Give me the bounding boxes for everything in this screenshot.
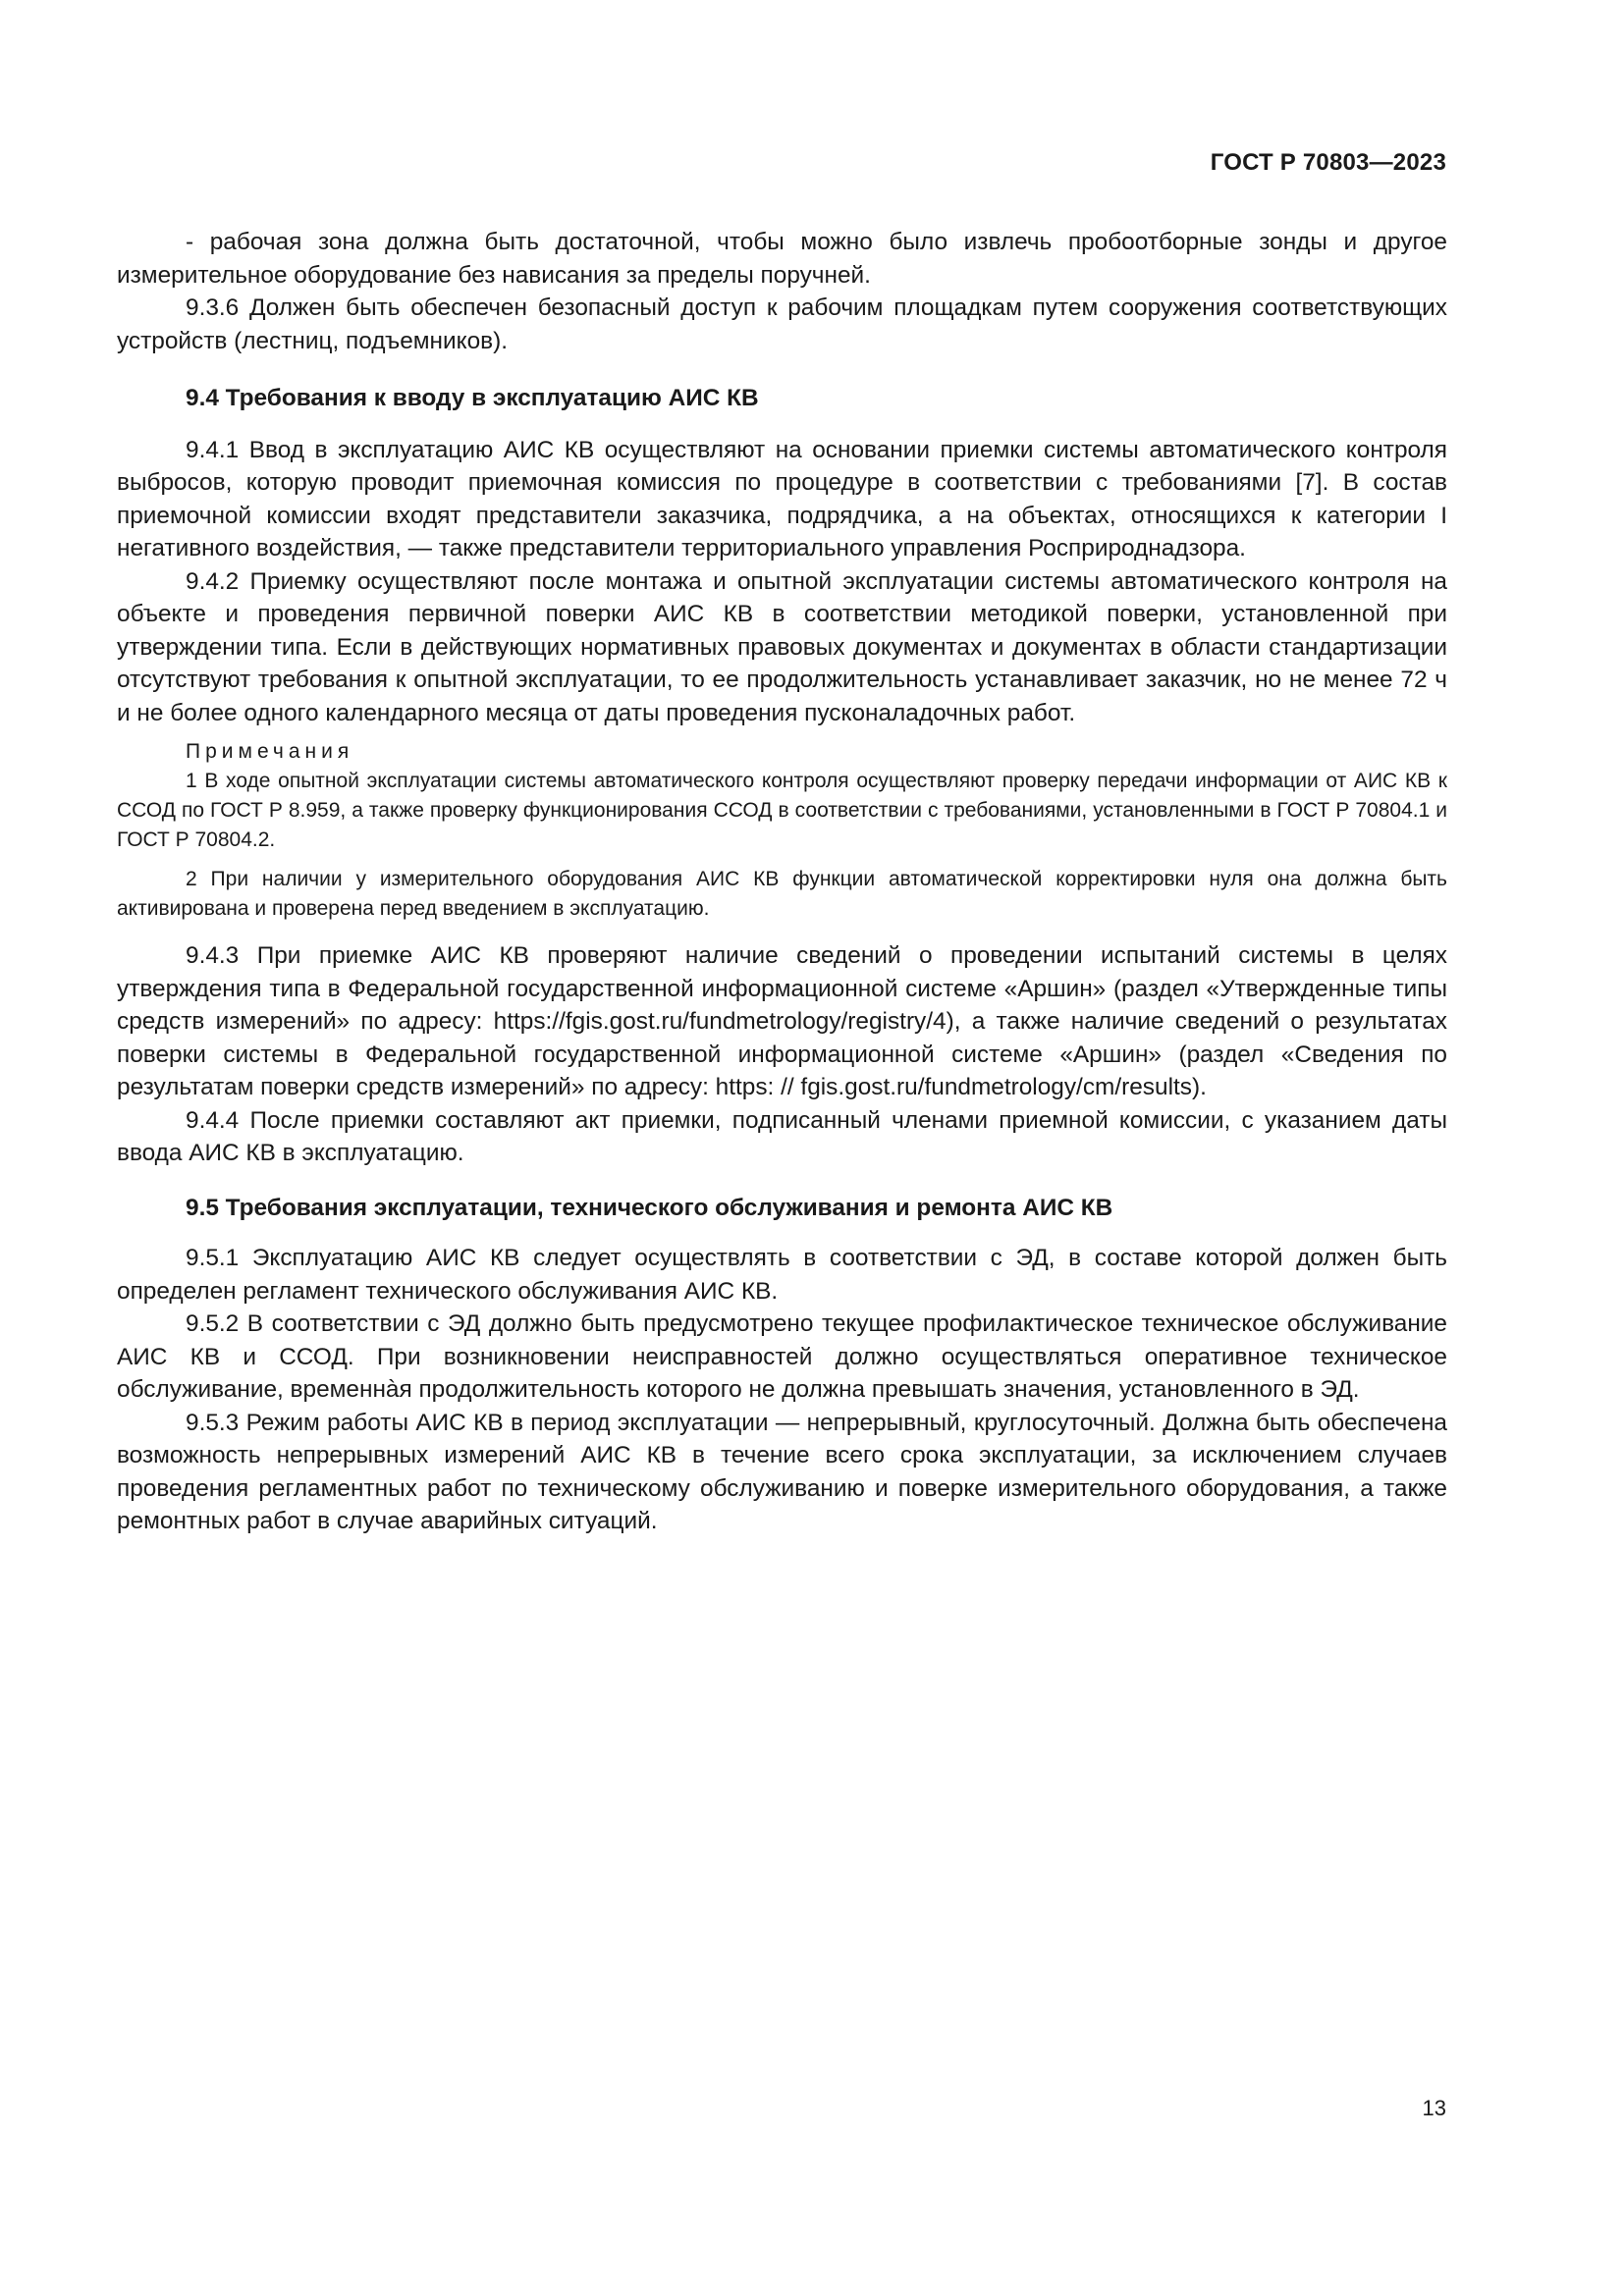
- notes-title: Примечания: [186, 740, 354, 763]
- document-body: [117, 226, 1447, 1538]
- paragraph-9-5-2: 9.5.2 В соответствии с ЭД должно быть предусмотрено текущее профилактическое техническое обслуживание АИС КВ и ССОД. При возникновении неисправностей должно осуществляться оперативное техническое обслуживание, временнàя продолжительность которого не должна превышать значения, установленного в ЭД.: [117, 1310, 1447, 1403]
- section-heading-9-4: 9.4 Требования к вводу в эксплуатацию АИС КВ: [186, 385, 759, 411]
- paragraph-9-4-4: 9.4.4 После приемки составляют акт приемки, подписанный членами приемной комиссии, с указанием даты ввода АИС КВ в эксплуатацию.: [117, 1106, 1447, 1166]
- paragraph-9-5-3: 9.5.3 Режим работы АИС КВ в период эксплуатации — непрерывный, круглосуточный. Должна быть обеспечена возможность непрерывных измерений АИС КВ в течение всего срока эксплуатации, за исключением случаев проведения регламентных работ по техническому обслуживанию и поверке измерительного оборудования, а также ремонтных работ в случае аварийных ситуаций.: [117, 1409, 1447, 1534]
- paragraph-9-4-2: 9.4.2 Приемку осуществляют после монтажа и опытной эксплуатации системы автоматического контроля на объекте и проведения первичной поверки АИС КВ в соответствии методикой поверки, установленной при утверждении типа. Если в действующих нормативных правовых документах и документах в области стандартизации отсутствуют требования к опытной эксплуатации, то ее продолжительность устанавливает заказчик, но не менее 72 ч и не более одного календарного месяца от даты проведения пусконаладочных работ.: [117, 567, 1447, 726]
- standard-designation: ГОСТ Р 70803—2023: [1210, 149, 1446, 176]
- paragraph-9-4-1: 9.4.1 Ввод в эксплуатацию АИС КВ осуществляют на основании приемки системы автоматического контроля выбросов, которую проводит приемочная комиссия по процедуре в соответствии с требованиями [7]. В состав приемочной комиссии входят представители заказчика, подрядчика, а на объектах, относящихся к категории I негативного воздействия, — также представители территориального управления Росприроднадзора.: [117, 436, 1447, 561]
- paragraph-9-3-6: 9.3.6 Должен быть обеспечен безопасный доступ к рабочим площадкам путем сооружения соответствующих устройств (лестниц, подъемников).: [117, 294, 1447, 354]
- page-number: 13: [1422, 2096, 1446, 2120]
- note-2: 2 При наличии у измерительного оборудования АИС КВ функции автоматической корректировки нуля она должна быть активирована и проверена перед введением в эксплуатацию.: [117, 868, 1447, 920]
- paragraph-9-4-3: 9.4.3 При приемке АИС КВ проверяют наличие сведений о проведении испытаний системы в целях утверждения типа в Федеральной государственной информационной системе «Аршин» (раздел «Утвержденные типы средств измерений» по адресу: https://fgis.gost.ru/fundmetrology/registry/4), а также наличие сведений о результатах поверки системы в Федеральной государственной информационной системе «Аршин» (раздел «Сведения по результатам поверки средств измерений» по адресу: https: // fgis.gost.ru/fundmetrology/cm/results).: [117, 942, 1447, 1100]
- section-heading-9-5: 9.5 Требования эксплуатации, технического обслуживания и ремонта АИС КВ: [186, 1194, 1113, 1221]
- paragraph-9-5-1: 9.5.1 Эксплуатацию АИС КВ следует осуществлять в соответствии с ЭД, в составе которой должен быть определен регламент технического обслуживания АИС КВ.: [117, 1245, 1447, 1305]
- paragraph-work-zone: - рабочая зона должна быть достаточной, чтобы можно было извлечь пробоотборные зонды и другое измерительное оборудование без нависания за пределы поручней.: [117, 229, 1447, 289]
- note-1: 1 В ходе опытной эксплуатации системы автоматического контроля осуществляют проверку передачи информации от АИС КВ к ССОД по ГОСТ Р 8.959, а также проверку функционирования ССОД в соответствии с требованиями, установленными в ГОСТ Р 70804.1 и ГОСТ Р 70804.2.: [117, 770, 1447, 851]
